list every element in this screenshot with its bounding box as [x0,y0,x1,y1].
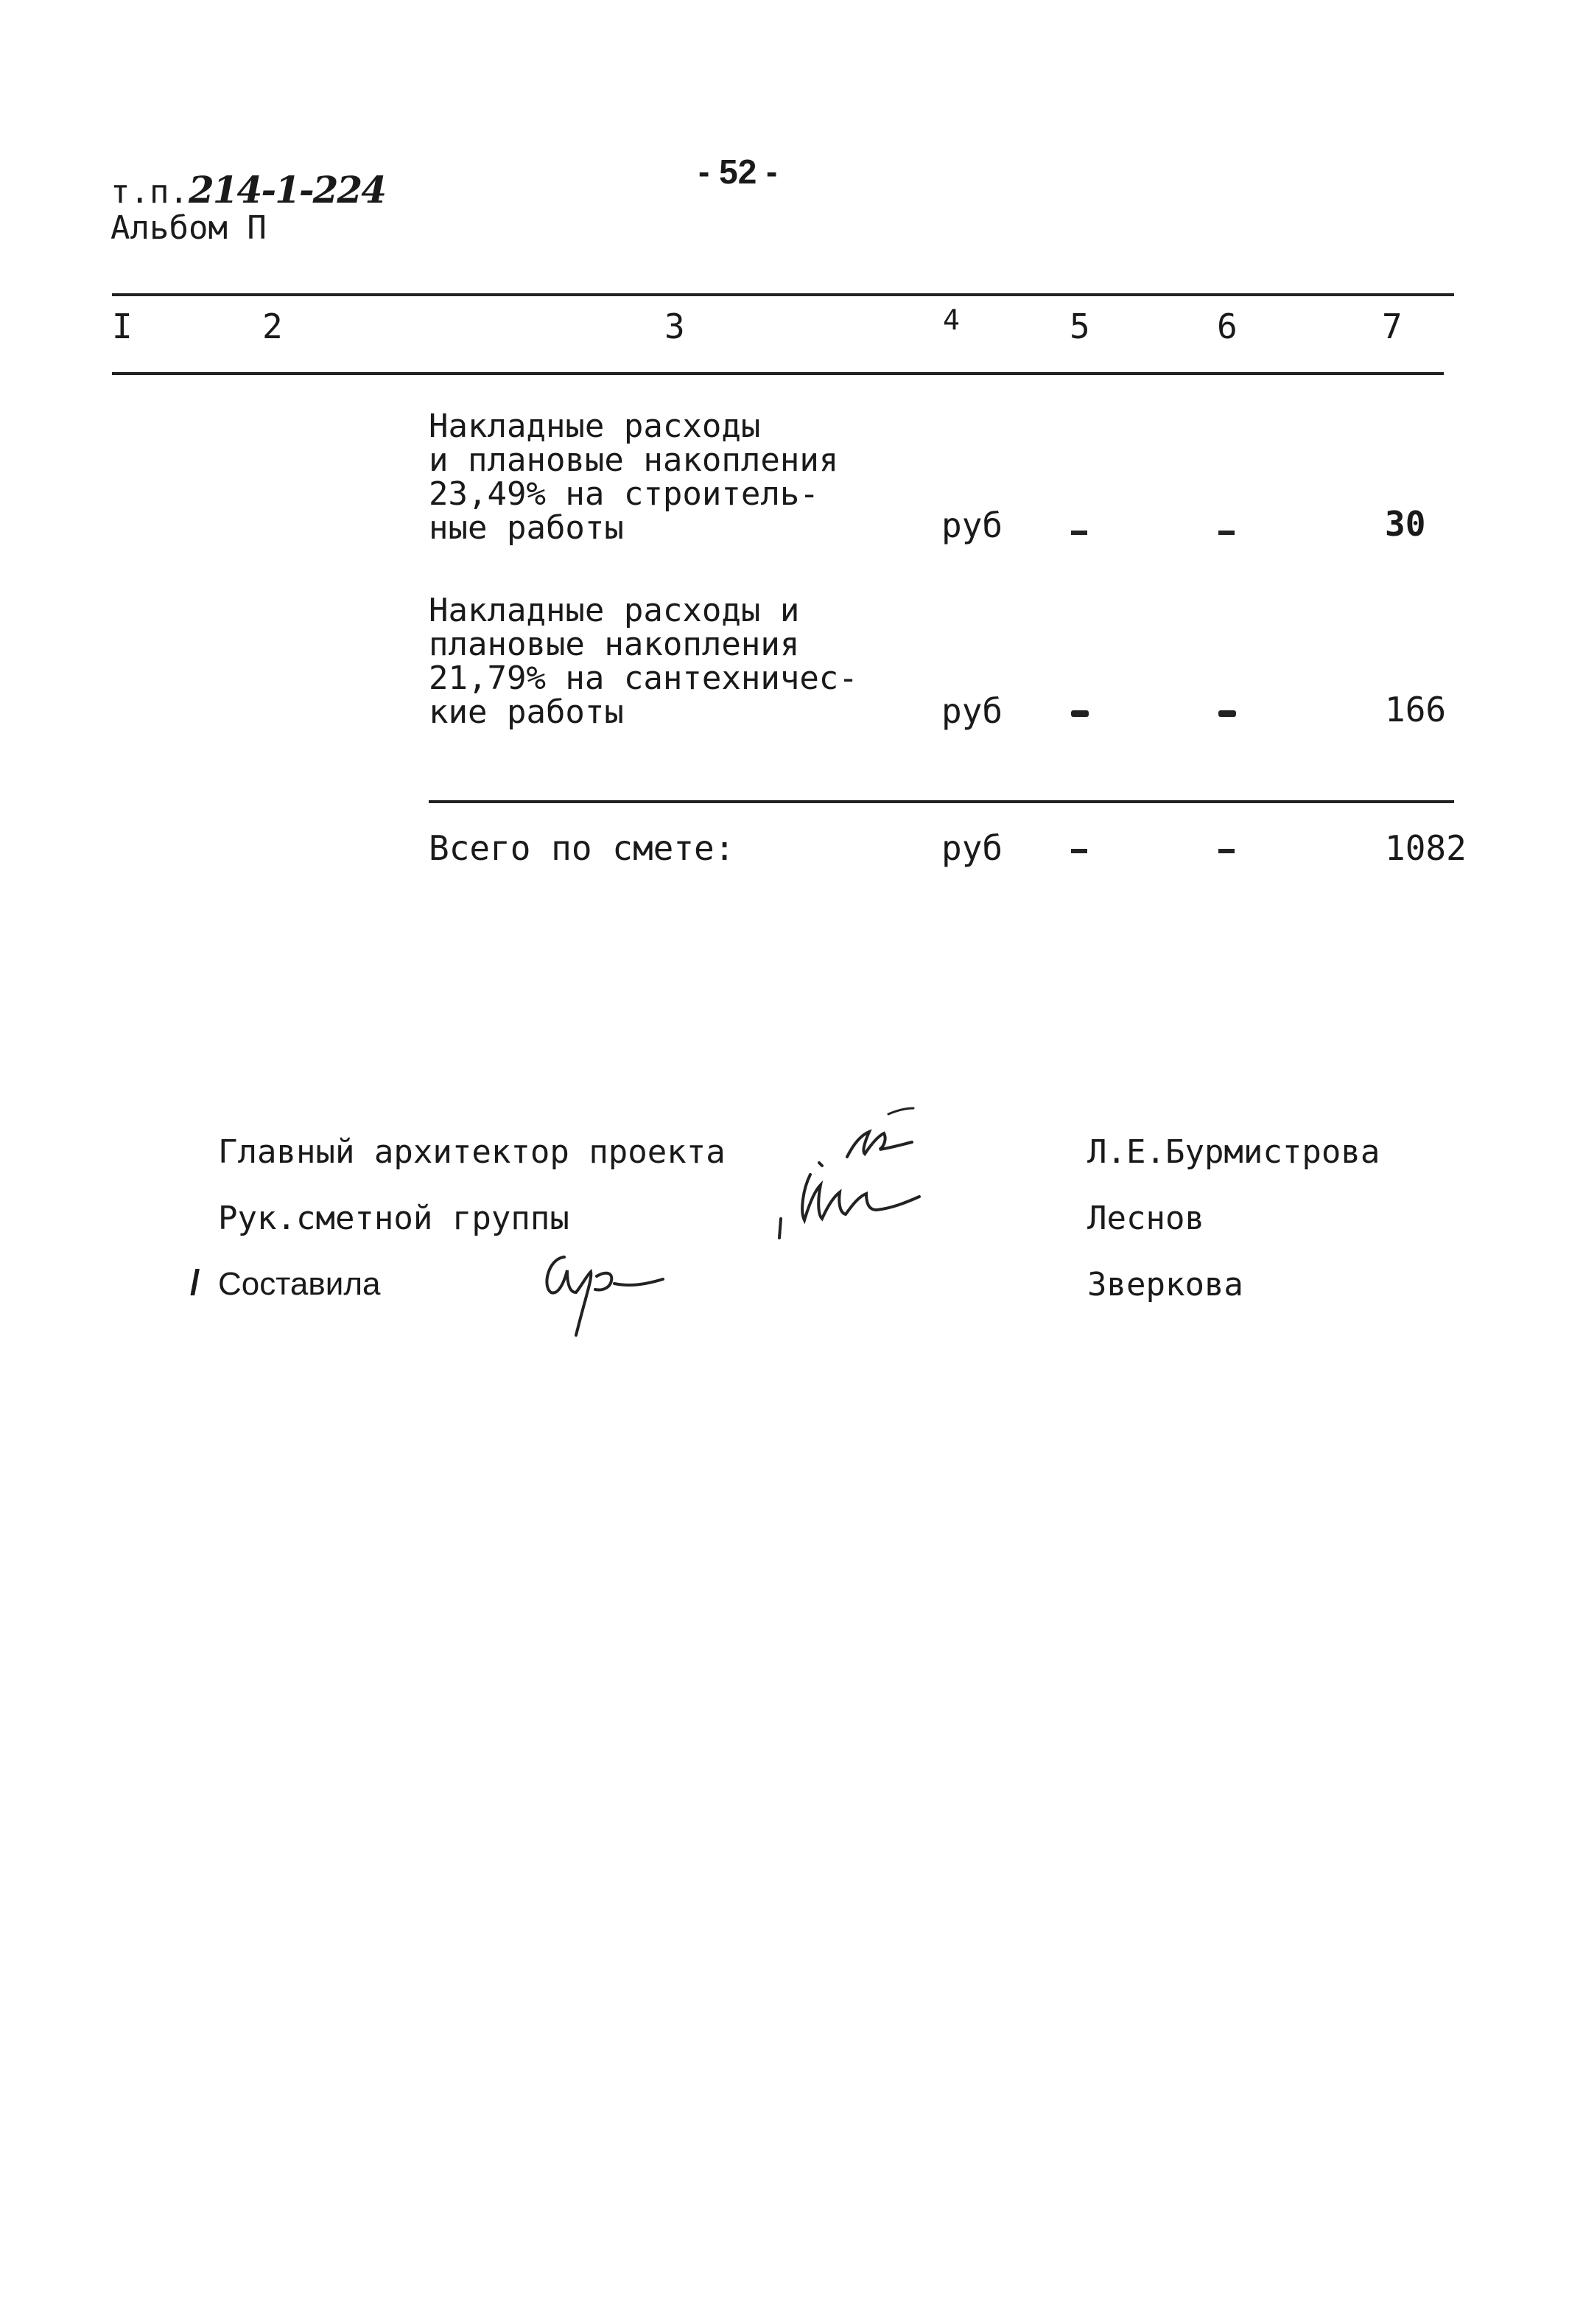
table-row-1-col5-dash [1071,531,1087,535]
margin-slash-mark: / [190,1264,200,1303]
signature-role-1: Главный архитектор проекта [218,1133,726,1171]
signature-mark-2 [766,1167,936,1248]
table-row-2-col5-dash [1071,710,1089,717]
table-header-bottom-rule [112,372,1444,375]
signature-name-3: Зверкова [1087,1266,1243,1303]
doc-code [110,168,385,211]
table-row-2-unit: руб [941,691,1003,731]
column-header-4: 4 [943,304,960,336]
page-number-left-dash: - [698,153,720,191]
page-number-value: 52 [719,153,757,191]
signature-mark-1 [818,1105,936,1172]
table-top-rule [112,293,1454,296]
table-row-2-total: 166 [1385,690,1447,729]
summary-unit: руб [941,828,1003,868]
summary-total: 1082 [1385,828,1467,868]
table-row-2-description: Накладные расходы и плановые накопления 21,79% на сантехничес- кие работы [429,592,858,731]
doc-code-number: 214-1-224 [188,168,386,211]
signature-mark-3 [535,1250,682,1338]
table-row-2-col6-dash [1218,710,1236,717]
page-number [698,152,777,192]
column-header-5: 5 [1070,307,1090,346]
column-header-7: 7 [1382,307,1403,346]
column-header-3: 3 [664,307,685,346]
signature-role-2: Рук.сметной группы [218,1200,569,1237]
summary-col6-dash [1218,849,1235,853]
summary-rule [429,800,1454,803]
summary-label: Всего по смете: [429,828,735,868]
table-row-1-total: 30 [1385,504,1426,544]
summary-col5-dash [1071,849,1087,853]
table-row-1-unit: руб [941,505,1003,545]
signature-name-2: Леснов [1087,1200,1204,1237]
doc-code-prefix: т.п. [110,173,189,211]
signature-role-3: Составила [218,1266,381,1302]
page-number-right-dash: - [757,153,778,191]
table-row-1-description: Накладные расходы и плановые накопления 23,49% на строитель- ные работы [429,407,839,547]
album-label: Альбом П [110,209,267,247]
column-header-2: 2 [262,307,283,346]
signature-name-1: Л.Е.Бурмистрова [1087,1133,1380,1171]
column-header-1: I [112,307,133,346]
table-row-1-col6-dash [1218,531,1235,535]
column-header-6: 6 [1217,307,1238,346]
